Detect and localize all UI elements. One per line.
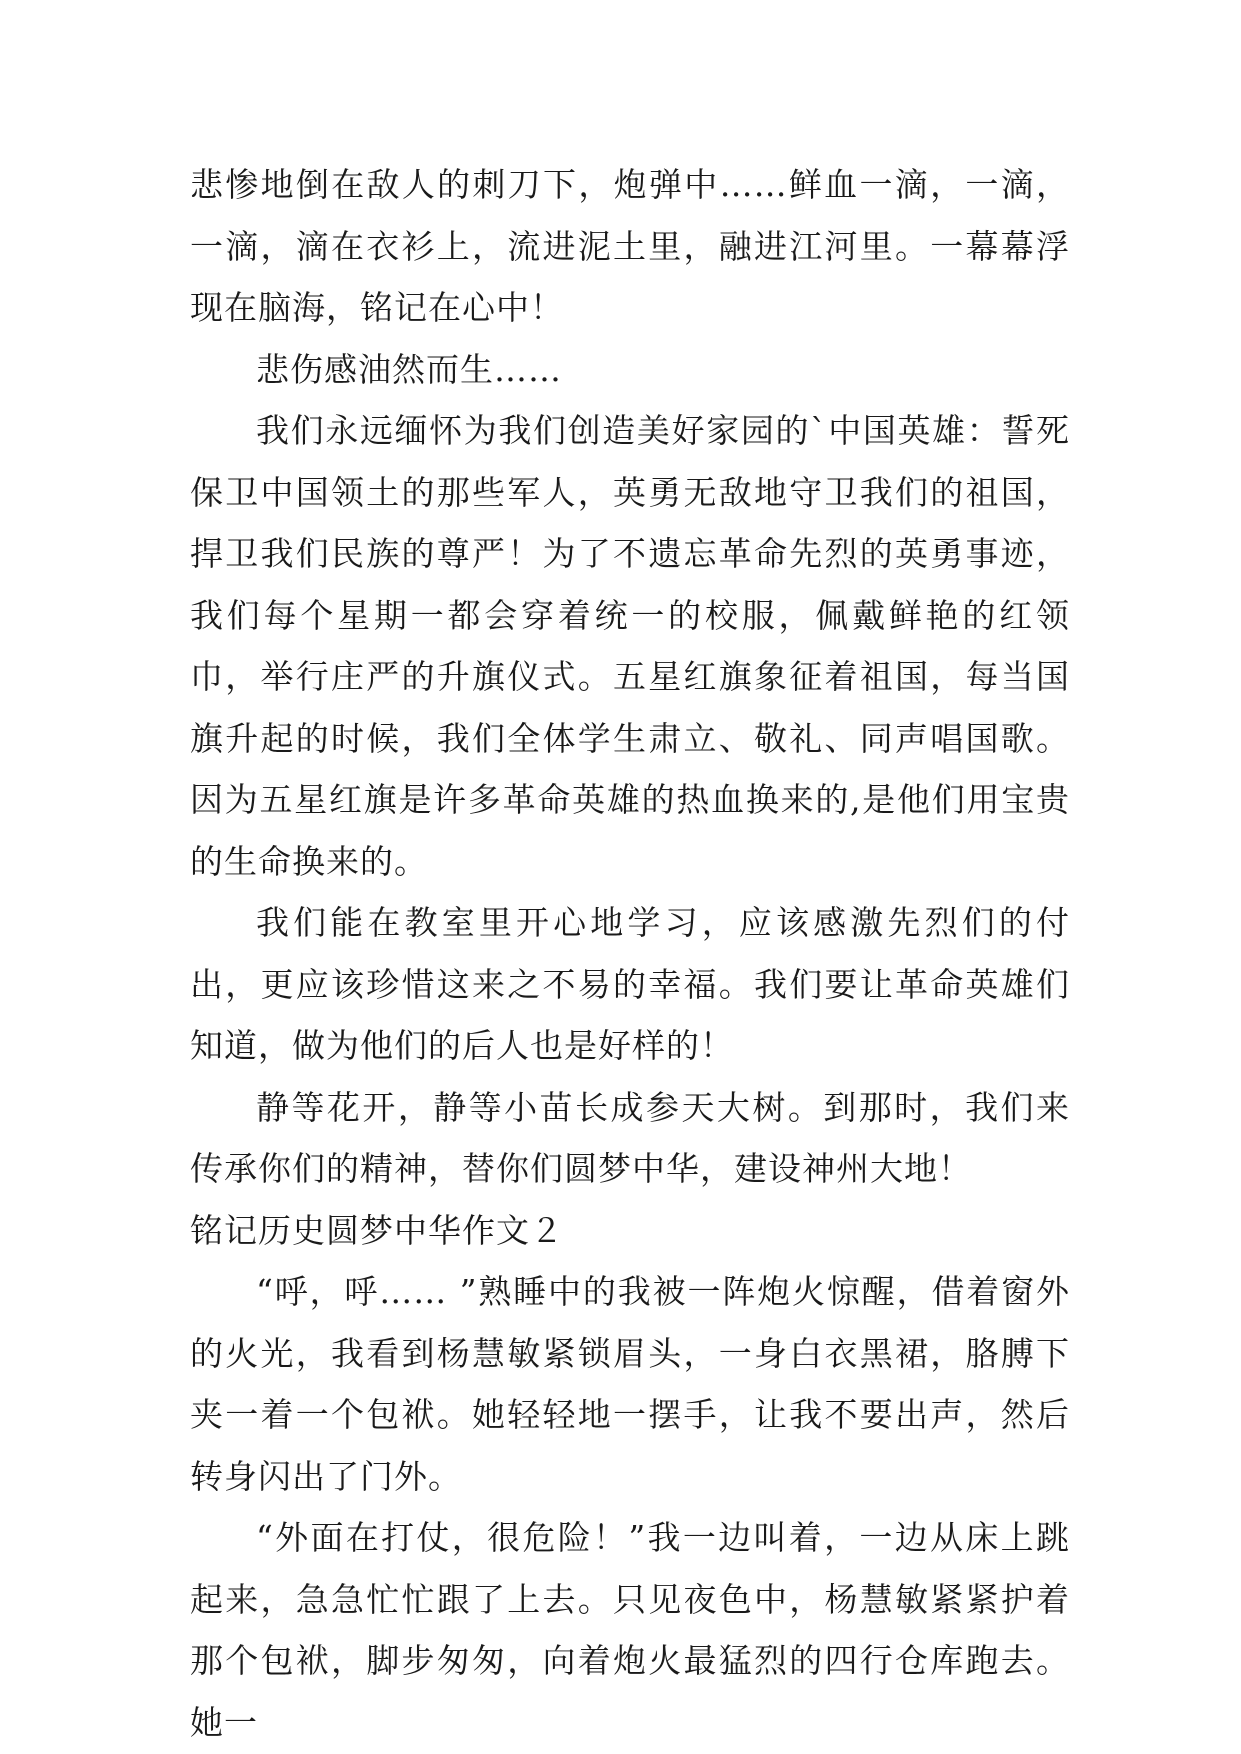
paragraph: 悲伤感油然而生…… xyxy=(256,349,562,389)
paragraph: “外面在打仗，很危险！”我一边叫着，一边从床上跳起来，急急忙忙跟了上去。只见夜色中，杨慧敏紧紧护着那个包袱，脚步匆匆，向着炮火最猛烈的四行仓库跑去。她一 xyxy=(190,1518,1070,1742)
document-body xyxy=(190,154,1070,1753)
paragraph: 我们能在教室里开心地学习，应该感激先烈们的付出，更应该珍惜这来之不易的幸福。我们要让革命英雄们知道，做为他们的后人也是好样的！ xyxy=(190,903,1070,1065)
section-title: 铭记历史圆梦中华作文２ xyxy=(190,1210,564,1250)
paragraph: 悲惨地倒在敌人的刺刀下，炮弹中……鲜血一滴，一滴，一滴，滴在衣衫上，流进泥土里，融进江河里。一幕幕浮现在脑海，铭记在心中！ xyxy=(190,165,1070,327)
paragraph: “呼，呼…… ”熟睡中的我被一阵炮火惊醒，借着窗外的火光，我看到杨慧敏紧锁眉头，一身白衣黑裙，胳膊下夹一着一个包袱。她轻轻地一摆手，让我不要出声，然后转身闪出了门外。 xyxy=(190,1272,1070,1496)
paragraph: 静等花开，静等小苗长成参天大树。到那时，我们来传承你们的精神，替你们圆梦中华，建设神州大地！ xyxy=(190,1087,1070,1188)
paragraph: 我们永远缅怀为我们创造美好家园的`中国英雄：誓死保卫中国领土的那些军人，英勇无敌地守卫我们的祖国，捍卫我们民族的尊严！为了不遗忘革命先烈的英勇事迹，我们每个星期一都会穿着统一的校服，佩戴鲜艳的红领巾，举行庄严的升旗仪式。五星红旗象征着祖国，每当国旗升起的时候，我们全体学生肃立、敬礼、同声唱国歌。因为五星红旗是许多革命英雄的热血换来的,是他们用宝贵的生命换来的。 xyxy=(190,411,1070,881)
